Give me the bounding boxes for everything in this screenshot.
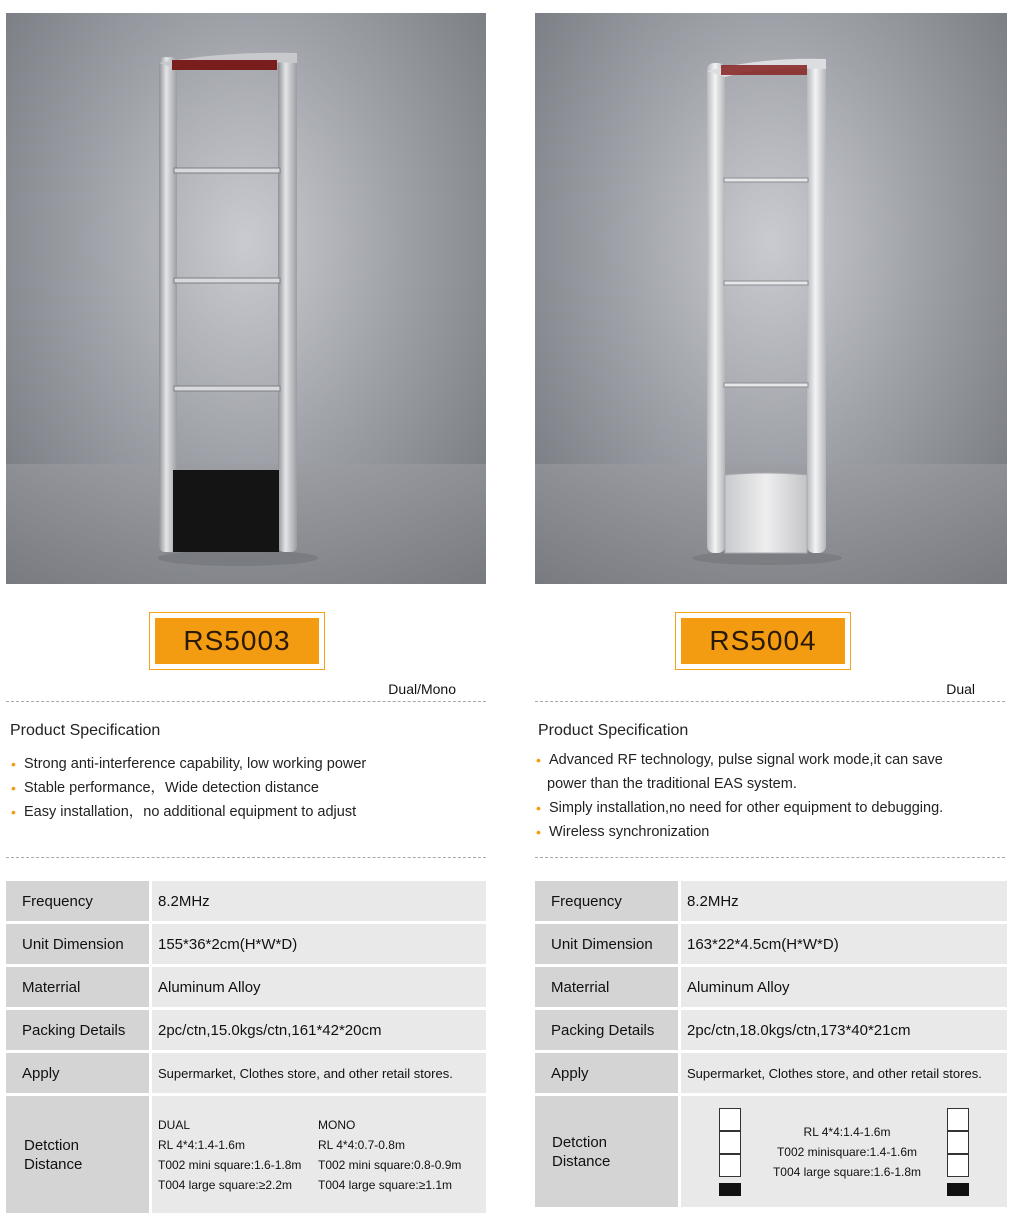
list-item: • Stable performance，Wide detection distance bbox=[10, 776, 480, 800]
list-item: • Advanced RF technology, pulse signal work mode,it can save bbox=[535, 748, 1001, 772]
divider bbox=[6, 701, 486, 702]
spec-value: Aluminum Alloy bbox=[681, 967, 1007, 1007]
spec-title: Product Specification bbox=[538, 722, 689, 739]
model-badge-rs5004 bbox=[675, 612, 851, 670]
spec-value: Supermarket, Clothes store, and other retail stores. bbox=[152, 1053, 486, 1093]
spec-key: Apply bbox=[6, 1053, 149, 1093]
divider bbox=[535, 857, 1005, 858]
detection-lines: RL 4*4:1.4-1.6m T002 minisquare:1.4-1.6m T004 large square:1.6-1.8m bbox=[772, 1124, 922, 1179]
product-photo-rs5003 bbox=[6, 13, 486, 584]
spec-value: 155*36*2cm(H*W*D) bbox=[152, 924, 486, 964]
divider bbox=[535, 701, 1005, 702]
spec-value bbox=[681, 1096, 1007, 1207]
spec-key: Materrial bbox=[535, 967, 678, 1007]
table-row bbox=[535, 1010, 1007, 1050]
list-item: • Wireless synchronization bbox=[535, 820, 1001, 844]
detection-mono: MONO RL 4*4:0.7-0.8m T002 mini square:0.8-0.9m T004 large square:≥1.1m bbox=[318, 1117, 462, 1192]
spec-key: Packing Details bbox=[6, 1010, 149, 1050]
table-row bbox=[6, 924, 486, 964]
list-item: • Simply installation,no need for other equipment to debugging. bbox=[535, 796, 1001, 820]
spec-key: Detction Distance bbox=[535, 1096, 678, 1207]
feature-list bbox=[535, 748, 1001, 844]
antenna-tower-icon bbox=[719, 1108, 741, 1196]
table-row-detection bbox=[535, 1096, 1007, 1207]
detection-dual: DUAL RL 4*4:1.4-1.6m T002 mini square:1.6-1.8m T004 large square:≥2.2m bbox=[158, 1117, 302, 1192]
spec-key: Materrial bbox=[6, 967, 149, 1007]
divider bbox=[6, 857, 486, 858]
eas-antenna-rs5004-image bbox=[535, 13, 1007, 584]
spec-key: Frequency bbox=[6, 881, 149, 921]
eas-antenna-rs5003-image bbox=[6, 13, 480, 584]
detection-grid bbox=[158, 1115, 486, 1195]
antenna-tower-icon bbox=[947, 1108, 969, 1196]
list-item: • Strong anti-interference capability, low working power bbox=[10, 752, 480, 776]
spec-value: 2pc/ctn,15.0kgs/ctn,161*42*20cm bbox=[152, 1010, 486, 1050]
bullet-icon: • bbox=[536, 800, 541, 816]
spec-title: Product Specification bbox=[10, 722, 161, 739]
bullet-icon: • bbox=[536, 752, 541, 768]
mode-label: Dual/Mono bbox=[388, 681, 456, 697]
table-row bbox=[535, 881, 1007, 921]
model-badge-rs5003 bbox=[149, 612, 325, 670]
product-photo-rs5004 bbox=[535, 13, 1007, 584]
mode-label: Dual bbox=[946, 681, 975, 697]
table-row bbox=[6, 881, 486, 921]
table-row bbox=[535, 1053, 1007, 1093]
spec-table bbox=[6, 881, 486, 1216]
bullet-icon: • bbox=[536, 824, 541, 840]
spec-key: Detction Distance bbox=[6, 1096, 149, 1213]
table-row bbox=[6, 1010, 486, 1050]
spec-value: 2pc/ctn,18.0kgs/ctn,173*40*21cm bbox=[681, 1010, 1007, 1050]
spec-value: Aluminum Alloy bbox=[152, 967, 486, 1007]
spec-value: 163*22*4.5cm(H*W*D) bbox=[681, 924, 1007, 964]
spec-value: 8.2MHz bbox=[681, 881, 1007, 921]
table-row-detection bbox=[6, 1096, 486, 1213]
bullet-icon: • bbox=[11, 756, 16, 772]
spec-value: Supermarket, Clothes store, and other retail stores. bbox=[681, 1053, 1007, 1093]
spec-key: Apply bbox=[535, 1053, 678, 1093]
product-rs5004 bbox=[535, 0, 1007, 1227]
model-label: RS5004 bbox=[681, 618, 845, 664]
table-row bbox=[6, 1053, 486, 1093]
spec-key: Frequency bbox=[535, 881, 678, 921]
feature-list bbox=[10, 752, 480, 824]
spec-value: 8.2MHz bbox=[152, 881, 486, 921]
table-row bbox=[535, 967, 1007, 1007]
list-item: power than the traditional EAS system. bbox=[547, 776, 797, 792]
spec-key: Unit Dimension bbox=[535, 924, 678, 964]
table-row bbox=[535, 924, 1007, 964]
spec-table bbox=[535, 881, 1007, 1210]
model-label: RS5003 bbox=[155, 618, 319, 664]
spec-key: Unit Dimension bbox=[6, 924, 149, 964]
table-row bbox=[6, 967, 486, 1007]
spec-key: Packing Details bbox=[535, 1010, 678, 1050]
spec-value bbox=[152, 1096, 486, 1213]
bullet-icon: • bbox=[11, 804, 16, 820]
list-item: • Easy installation，no additional equipment to adjust bbox=[10, 800, 480, 824]
bullet-icon: • bbox=[11, 780, 16, 796]
product-rs5003 bbox=[6, 0, 486, 1227]
